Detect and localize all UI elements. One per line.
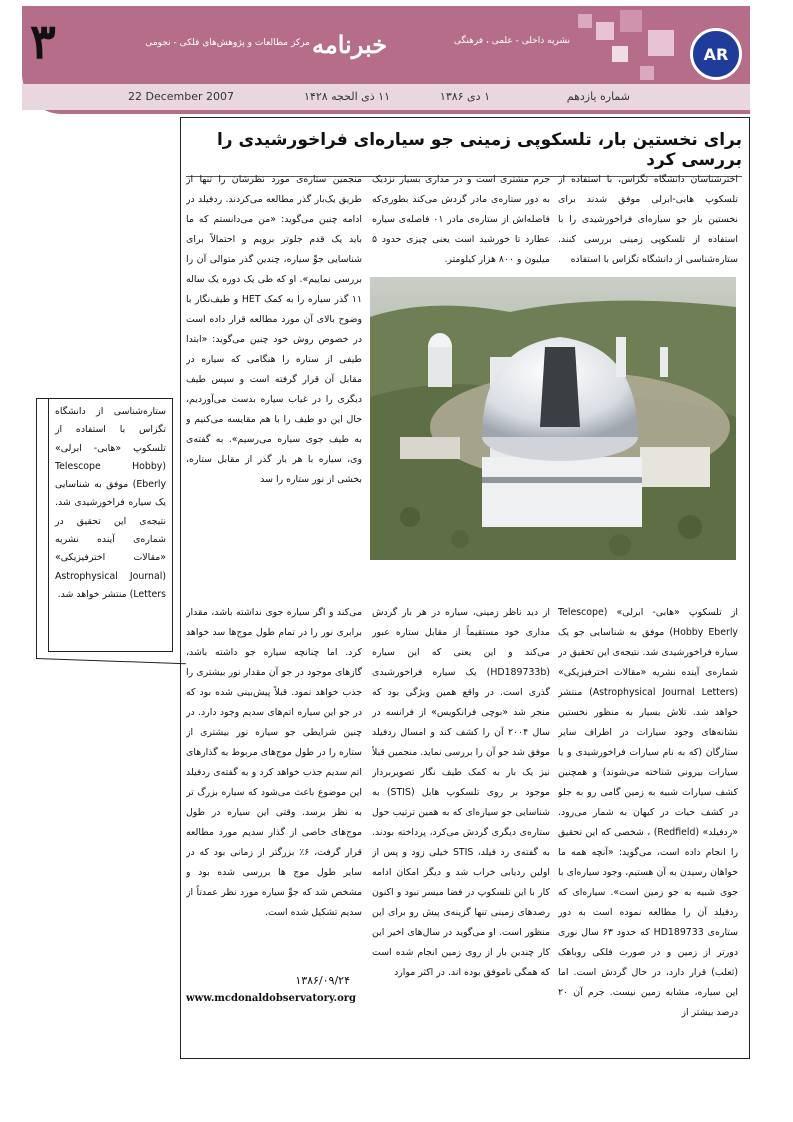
- article-column-middle-top: [372, 170, 550, 270]
- date-persian: ۱ دی ۱۳۸۶: [439, 90, 490, 103]
- issue-label: شماره یازدهم: [566, 90, 630, 103]
- telescope-photo: [370, 277, 736, 560]
- article-column-middle-bottom: [372, 603, 550, 1043]
- paragraph: اخترشناسان دانشگاه تگزاس، با استفاده از تلسکوپ هابی-ابرلی موفق شدند برای نخستین بار جو سیاره‌ای فراخورشیدی را با استفاده از تلسکوپی زمینی بررسی کنند. ستاره‌شناسی از دانشگاه تگزاس با استفاده: [558, 174, 738, 265]
- newsletter-logo: خبرنامه: [312, 30, 388, 59]
- center-name: مرکز مطالعات و پژوهش‌های فلکی - نجومی: [145, 38, 310, 48]
- decor-square: [596, 22, 614, 40]
- article-headline: برای نخستین بار، تلسکوپی زمینی جو سیاره‌ای فراخورشیدی را بررسی کرد: [186, 130, 742, 177]
- article-column-left-top: [186, 170, 362, 600]
- callout-line: [36, 398, 37, 658]
- article-date: ۱۳۸۶/۰۹/۲۴: [295, 974, 350, 987]
- sidebar-callout: [48, 398, 173, 652]
- article-column-right-bottom: [558, 603, 738, 1043]
- callout-line: [36, 658, 186, 664]
- date-hijri: ۱۱ ذی الحجه ۱۴۲۸: [304, 90, 390, 103]
- source-link[interactable]: www.mcdonaldobservatory.org: [186, 993, 357, 1004]
- page-number: ۳: [30, 14, 56, 70]
- organization-logo-icon: AR: [690, 28, 742, 80]
- paragraph: منجمین ستاره‌ی مورد نظرشان را تنها از طریق یک‌بار گذر مطالعه می‌کردند. ردفیلد در ادامه چنین می‌گوید: «من می‌دانستم که ما باید یک قدم جلوتر برویم و احتمالاً برای شناسایی جوِّ سیاره، چندین گذر متوالی آن را بررسی نماییم». او که طی یک دوره یک ساله ۱۱ گذر سیاره را به کمک HET و طیف‌نگار با وضوح بالای آن مورد مطالعه قرار داده است در خصوص روش خود چنین می‌گوید: «ابتدا طیفی از ستاره را هنگامی که سیاره در مقابل آن قرار گرفته است و سپس طیف دیگری را در غیاب سیاره بدست می‌آوردیم، حال این دو طیف را با هم مقایسه می‌کنیم و به طیف جوی سیاره می‌رسیم». به گفته‌ی وی، سیاره با هر بار گذر از مقابل ستاره، بخشی از نور ستاره را سد: [186, 174, 362, 485]
- decor-square: [578, 14, 592, 28]
- decor-square: [620, 10, 642, 32]
- paragraph: از تلسکوپ «هابی- ابرلی» (Telescope Hobby Eberly) موفق به شناسایی جو یک سیاره فراخورشیدی شد. نتیجه‌ی این تحقیق در شماره‌ی آینده نشریه «مقالات اخترفیزیکی» (Astrophysical Journal Letters) منتشر خواهد شد. تلاش بسیار به منظور نخستین نشانه‌های وجود سیارات در اطراف سایر ستارگان (که به نام سیارات فراخورشیدی و یا سیارات بیرونی شناخته می‌شوند) و همچنین کشف سیارات شبیه به زمین گامی رو به جلو در کشف حیات در کیهان به شمار می‌رود. «ردفیلد» (Redfield) ، شخصی که این تحقیق را انجام داده است، می‌گوید: «آنچه همه ما خواهان رسیدن به آن هستیم، وجود سیاره‌ای با جوی شبیه به جو زمین است». سیاره‌ای که ردفیلد آن را مطالعه نموده است به دور ستاره‌ی HD189733 که حدود ۶۳ سال نوری دورتر از زمین و در صورت فلکی روباهک (ثعلب) قرار دارد، در حال گردش است. اما این سیاره، مشابه زمین نیست. جرم آن ۲۰ درصد بیشتر از: [558, 607, 738, 1018]
- date-gregorian: 22 December 2007: [128, 90, 235, 103]
- hobby-eberly-telescope-image: [370, 277, 736, 560]
- paragraph: از دید ناظر زمینی، سیاره در هر بار گردش مداری خود مستقیماً از مقابل ستاره عبور می‌کند و این یعنی که این سیاره (HD189733b) یک سیاره فراخورشیدی گذری است. در واقع همین ویژگی بود که منجر شد «بوچی فرانکویس» از فرانسه در سال ۲۰۰۴ آن را کشف کند و امسال ردفیلد موفق شد جو آن را بررسی نماید. منجمین قبلاً نیز یک بار به کمک طیف نگار تصویربردار موجود بر روی تلسکوپ هابل (STIS) به شناسایی جو سیاره‌ای که به همین ترتیب حول ستاره‌ی دیگری گردش می‌کرد، پرداخته بودند. به گفته‌ی رد فیلد، STIS خیلی زود و پس از اولین ردیابی خراب شد و دیگر امکان ادامه کار با این تلسکوپ در فضا میسر نبود و اکنون رصدهای زمینی تنها گزینه‌ی پیش رو برای این منظور است. او می‌گوید در سال‌های اخیر این کار چندین بار از روی زمین انجام شده است که همگی ناموفق بوده اند. در اکثر موارد: [372, 607, 550, 978]
- sidebar-text: ستاره‌شناسی از دانشگاه تگزاس با استفاده از تلسکوپ «هابی- ابرلی» (Telescope Hobby Eberly) موفق به شناسایی یک سیاره فراخورشیدی شد. نتیجه‌ی این تحقیق در شماره‌ی آینده نشریه «مقالات اخترفیزیکی» (Astrophysical Journal Letters) منتشر خواهد شد.: [55, 406, 166, 600]
- article-column-left-bottom: [186, 603, 362, 943]
- article-column-right-top: [558, 170, 738, 270]
- paragraph: جرم مشتری است و در مداری بسیار نزدیک به دور ستاره‌ی مادر گردش می‌کند بطوری‌که فاصله‌اش از ستاره‌ی مادر ۰۱ فاصله‌ی سیاره عطارد تا خورشید است یعنی چیزی حدود ۵ میلیون و ۸۰۰ هزار کیلومتر.: [372, 174, 550, 265]
- decor-square: [648, 30, 674, 56]
- decor-square: [612, 46, 628, 62]
- newsletter-subtitle: نشریه داخلی - علمی ، فرهنگی: [453, 36, 570, 46]
- decor-square: [640, 66, 654, 80]
- callout-line: [36, 398, 48, 399]
- paragraph: می‌کند و اگر سیاره جوی نداشته باشد، مقدار برابری نور را در تمام طول موج‌ها سد خواهد کرد. اما چنانچه سیاره جو داشته باشد، گازهای موجود در جو آن مقدار نور بیشتری را جذب خواهد نمود. قبلاً پیش‌بینی شده بود که در جو این سیاره اتم‌های سدیم وجود دارد. در چنین شرایطی جو سیاره نور بیشتری از ستاره را در طول موج‌های مربوط به گذارهای اتم سدیم جذب خواهد کرد و به گفته‌ی ردفیلد این موضوع باعث می‌شود که سیاره بزرگ تر به نظر برسد. وقتی این سیاره در طول موج‌های خاصی از گذار سدیم مورد مطالعه قرار گرفت، ۶٪ بزرگتر از زمانی بود که در سایر طول موج ها بررسی شده بود و مشخص شد که جوِّ سیاره مورد نظر عمدتاً از سدیم تشکیل شده است.: [186, 607, 362, 918]
